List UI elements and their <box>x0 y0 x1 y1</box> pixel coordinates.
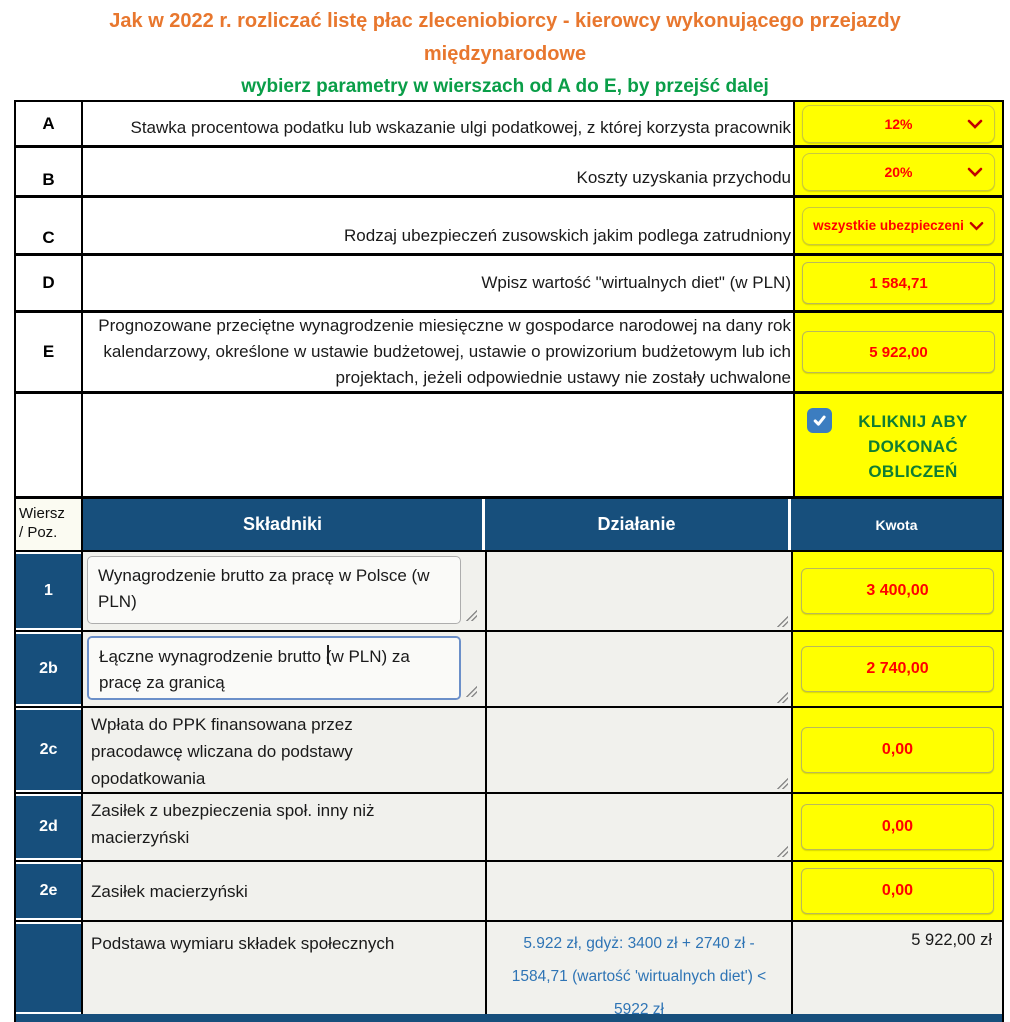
skladniki-cell: Podstawa wymiaru składek społecznych <box>83 922 487 1014</box>
param-label-E: Prognozowane przeciętne wynagrodzenie miesięczne w gospodarce narodowej na dany rok kalendarzowy, określone w ustawie budżetowej, ustawie o prowizorium budżetowym lub ich projektach, jeżeli odpowiednie ustawy nie zostały uchwalone <box>83 313 795 391</box>
select-value: wszystkie ubezpieczeni <box>813 218 964 233</box>
row-letter-C: C <box>16 198 83 253</box>
dzialanie-cell <box>487 862 793 920</box>
select-value: 20% <box>884 163 913 180</box>
select-value: 12% <box>884 115 913 132</box>
result-row-summary <box>16 922 1002 1018</box>
dzialanie-cell <box>487 794 793 860</box>
kwota-value: 5 922,00 zł <box>793 922 1002 1014</box>
checkmark-icon <box>812 413 827 428</box>
resize-grip[interactable] <box>777 846 788 857</box>
dzialanie-textarea[interactable] <box>487 708 791 792</box>
kwota-input[interactable] <box>801 727 994 773</box>
pos-number: 2c <box>16 710 81 790</box>
header-kwota: Kwota <box>791 499 1002 550</box>
row-letter-E: E <box>16 313 83 391</box>
calculate-label: KLIKNIJ ABY DOKONAĆ OBLICZEŃ <box>858 412 968 481</box>
param-control-cell-C <box>795 198 1002 253</box>
pos-number: 2e <box>16 864 81 918</box>
param-control-cell-A <box>795 102 1002 145</box>
header-pos: Wiersz / Poz. <box>16 499 83 550</box>
dzialanie-textarea[interactable] <box>487 794 791 860</box>
empty-letter-cell <box>16 394 83 496</box>
param-label-A: Stawka procentowa podatku lub wskazanie ulgi podatkowej, z której korzysta pracownik <box>83 102 795 145</box>
chevron-down-icon <box>967 167 983 177</box>
kwota-cell <box>793 552 1002 630</box>
param-control-cell-D <box>795 256 1002 310</box>
pos-cell <box>16 922 83 1014</box>
kwota-cell <box>793 632 1002 706</box>
pos-number: 2d <box>16 796 81 858</box>
skladniki-cell <box>83 552 487 630</box>
dzialanie-formula: 5.922 zł, gdyż: 3400 zł + 2740 zł - 1584,71 (wartość 'wirtualnych diet') < 5922 zł <box>487 922 793 1014</box>
pos-number: 2b <box>16 634 81 704</box>
row-letter-A: A <box>16 102 83 145</box>
pos-number: 1 <box>16 554 81 628</box>
param-control-cell-B <box>795 148 1002 195</box>
row-letter-B: B <box>16 148 83 195</box>
kwota-input[interactable] <box>801 568 994 614</box>
skladniki-textarea-focused[interactable] <box>87 636 461 700</box>
kwota-cell <box>793 708 1002 792</box>
dzialanie-cell <box>487 552 793 630</box>
pos-cell <box>16 552 83 630</box>
param-row-B <box>16 148 1002 198</box>
result-row-2c <box>16 708 1002 794</box>
virtual-diets-input[interactable] <box>802 262 995 304</box>
dzialanie-textarea[interactable] <box>487 552 791 630</box>
result-row-2d <box>16 794 1002 862</box>
text-cursor <box>327 645 329 664</box>
resize-grip[interactable] <box>777 778 788 789</box>
chevron-down-icon <box>969 221 984 231</box>
calculate-row <box>16 394 1002 499</box>
pos-cell <box>16 708 83 792</box>
header-dzialanie: Działanie <box>485 499 791 550</box>
page-title: Jak w 2022 r. rozliczać listę płac zleceniobiorcy - kierowcy wykonującego przejazdy międzynarodowe <box>109 10 901 65</box>
dzialanie-cell <box>487 708 793 792</box>
kwota-input[interactable] <box>801 646 994 692</box>
header-skladniki: Składniki <box>83 499 485 550</box>
result-row-2b <box>16 632 1002 708</box>
param-row-D <box>16 256 1002 313</box>
skladniki-cell: Wpłata do PPK finansowana przez pracodawcę wliczana do podstawy opodatkowania <box>83 708 487 792</box>
resize-grip[interactable] <box>777 616 788 627</box>
result-row-1 <box>16 552 1002 632</box>
page-subtitle: wybierz parametry w wierszach od A do E, by przejść dalej <box>241 76 769 97</box>
insurance-type-select[interactable] <box>802 207 995 245</box>
calculate-cell <box>795 394 1002 496</box>
skladniki-textarea[interactable] <box>87 556 461 624</box>
param-label-C: Rodzaj ubezpieczeń zusowskich jakim podlega zatrudniony <box>83 198 795 253</box>
resize-grip[interactable] <box>466 610 477 621</box>
page-header <box>0 0 1010 100</box>
skladniki-cell <box>83 632 487 706</box>
param-label-D: Wpisz wartość "wirtualnych diet" (w PLN) <box>83 256 795 310</box>
param-row-A <box>16 102 1002 148</box>
param-row-C <box>16 198 1002 256</box>
kwota-input[interactable] <box>801 804 994 850</box>
param-row-E <box>16 313 1002 394</box>
resize-grip[interactable] <box>777 692 788 703</box>
dzialanie-textarea[interactable] <box>487 632 791 706</box>
payroll-calculator-table <box>14 100 1004 1022</box>
average-salary-input[interactable] <box>802 331 995 373</box>
results-header-row <box>16 499 1002 552</box>
kwota-cell <box>793 794 1002 860</box>
empty-label-cell <box>83 394 795 496</box>
income-costs-select[interactable] <box>802 153 995 191</box>
next-row-edge <box>16 1014 1002 1022</box>
kwota-cell <box>793 862 1002 920</box>
skladniki-cell: Zasiłek z ubezpieczenia społ. inny niż macierzyński <box>83 794 487 860</box>
tax-rate-select[interactable] <box>802 105 995 143</box>
pos-cell <box>16 862 83 920</box>
pos-cell <box>16 794 83 860</box>
chevron-down-icon <box>967 119 983 129</box>
kwota-input[interactable] <box>801 868 994 914</box>
resize-grip[interactable] <box>466 686 477 697</box>
skladniki-cell: Zasiłek macierzyński <box>83 862 487 920</box>
param-control-cell-E <box>795 313 1002 391</box>
pos-cell <box>16 632 83 706</box>
result-row-2e <box>16 862 1002 922</box>
pos-number <box>16 924 81 1012</box>
row-letter-D: D <box>16 256 83 310</box>
calculate-checkbox[interactable] <box>807 408 832 433</box>
dzialanie-cell <box>487 632 793 706</box>
param-label-B: Koszty uzyskania przychodu <box>83 148 795 195</box>
